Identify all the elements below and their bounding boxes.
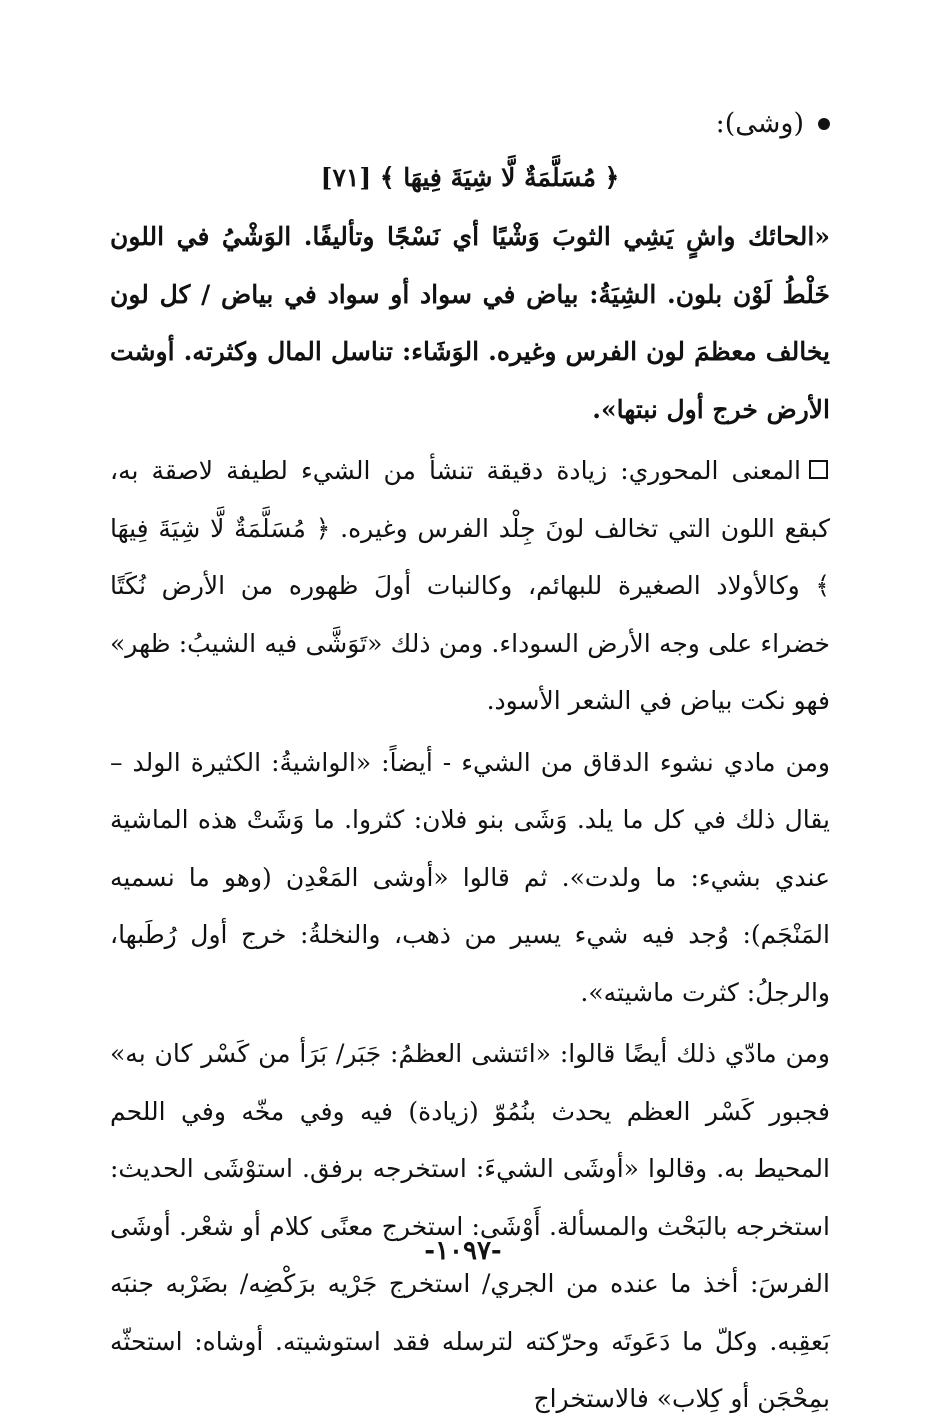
entry-root: (وشى): <box>715 108 804 139</box>
paragraph-extraction: ومن مادّي ذلك أيضًا قالوا: «ائتشى العظمُ: جَبَر/ بَرَأ من كَسْر كان به» فجبور كَسْر العظم يحدث بنُمُوّ (زيادة) فيه وفي مخّه وفي اللحم المحيط به. وقالوا «أوشَى الشيءَ: استخرجه برفق. استوْشَى الحديث: استخرجه بالبَحْث والمسألة. أَوْشَى: استخرج معنًى كلام أو شعْر. أوشَى الفرسَ: أخذ ما عنده من الجري/ استخرج جَرْيه برَكْضِه/ بضَرْبه جنبَه بَعقِبه. وكلّ ما دَعَوتَه وحرّكته لترسله فقد استوشيته. أوشاه: استحثّه بمِحْجَن أو كِلاب» فالاستخراج <box>110 1039 831 1413</box>
paragraph-offspring: ومن مادي نشوء الدقاق من الشيء - أيضاً: «الواشيةُ: الكثيرة الولد – يقال ذلك في كل ما يلد. وَشَى بنو فلان: كثروا. ما وَشَتْ هذه الماشية عندي بشيء: ما ولدت». ثم قالوا «أوشى المَعْدِن (وهو ما نسميه المَنْجَم): وُجد فيه شيء يسير من ذهب، والنخلةُ: خرج أول رُطَبها، والرجلُ: كثرت ماشيته». <box>110 747 830 1007</box>
page-body <box>110 96 830 1428</box>
core-meaning-text: المعنى المحوري: زيادة دقيقة تنشأ من الشيء لطيفة لاصقة به، كبقع اللون التي تخالف لونَ جِلْد الفرس وغيره. ﴿ مُسَلَّمَةٌ لَّا شِيَةَ فِيهَا ﴾ وكالأولاد الصغيرة للبهائم، وكالنبات أولَ ظهوره من الأرض نُكَتًا خضراء على وجه الأرض السوداء. ومن ذلك «تَوَشَّى فيه الشيبُ: ظهر» فهو نكت بياض في الشعر الأسود. <box>110 456 830 715</box>
bullet-icon <box>818 118 830 130</box>
core-meaning-paragraph <box>110 442 830 730</box>
entry-header <box>110 96 830 152</box>
square-bullet-icon <box>809 460 828 479</box>
lexical-definition: «الحائك واشٍ يَشِي الثوبَ وَشْيًا أي نَسْجًا وتأليفًا. الوَشْيُ في اللون خَلْطُ لَوْن بلون. الشِيَةُ: بياض في سواد أو سواد في بياض / كل لون يخالف معظمَ لون الفرس وغيره. الوَشَاء: تناسل المال وكثرته. أوشت الأرض خرج أول نبتها». <box>110 222 830 424</box>
quranic-verse: ﴿ مُسَلَّمَةٌ لَّا شِيَةَ فِيهَا ﴾ [٧١] <box>320 163 620 192</box>
page-number: -١٠٩٧- <box>424 1236 502 1266</box>
